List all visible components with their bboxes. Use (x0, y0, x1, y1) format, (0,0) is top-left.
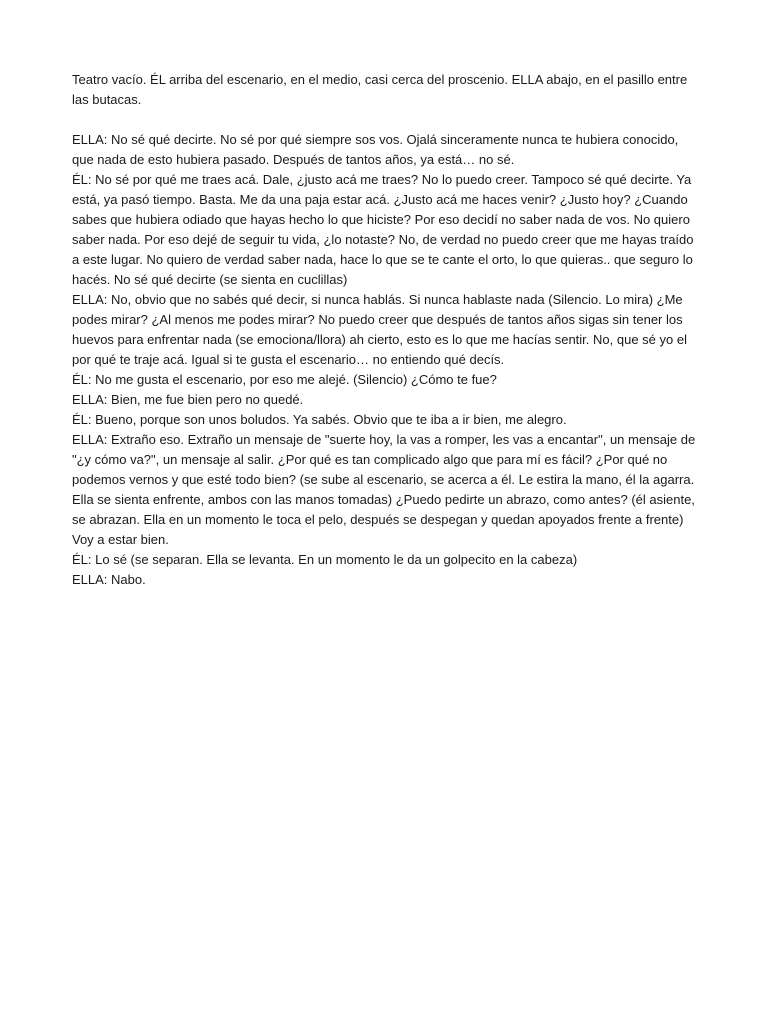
dialogue-line: ELLA: Bien, me fue bien pero no quedé. (72, 392, 304, 407)
dialogue-line: ÉL: No sé por qué me traes acá. Dale, ¿justo acá me traes? No lo puedo creer. Tampoco sé qué decirte. Ya está, ya pasó tiempo. Basta. Me da una paja estar acá. ¿Justo acá me haces venir? ¿Justo hoy? ¿Cuando sabes que hubiera odiado que hayas hecho lo que hiciste? Por eso decidí no saber nada de vos. No quiero saber nada. Por eso dejé de seguir tu vida, ¿lo notaste? No, de verdad no puedo creer que me hayas traído a este lugar. No quiero de verdad saber nada, hace lo que se te cante el orto, lo que quieras.. que seguro lo hacés. No sé qué decirte (se sienta en cuclillas) (72, 172, 694, 287)
stage-direction: Teatro vacío. ÉL arriba del escenario, en el medio, casi cerca del proscenio. ELLA abajo, en el pasillo entre las butacas. (72, 72, 688, 107)
dialogue-line: ELLA: Extraño eso. Extraño un mensaje de "suerte hoy, la vas a romper, les vas a encantar", un mensaje de "¿y cómo va?", un mensaje al salir. ¿Por qué es tan complicado algo que para mí es fácil? ¿Por qué no podemos vernos y que esté todo bien? (se sube al escenario, se acerca a él. Le estira la mano, él la agarra. Ella se sienta enfrente, ambos con las manos tomadas) ¿Puedo pedirte un abrazo, como antes? (él asiente, se abrazan. Ella en un momento le toca el pelo, después se despegan y quedan apoyados frente a frente) Voy a estar bien. (72, 432, 696, 547)
dialogue-line: ELLA: No, obvio que no sabés qué decir, si nunca hablás. Si nunca hablaste nada (Silencio. Lo mira) ¿Me podes mirar? ¿Al menos me podes mirar? No puedo creer que después de tantos años sigas sin tener los huevos para enfrentar nada (se emociona/llora) ah cierto, esto es lo que me hacías sentir. No, que sé yo el por qué te traje acá. Igual si te gusta el escenario… no entiendo qué decís. (72, 292, 687, 367)
dialogue-line: ELLA: No sé qué decirte. No sé por qué siempre sos vos. Ojalá sinceramente nunca te hubiera conocido, que nada de esto hubiera pasado. Después de tantos años, ya está… no sé. (72, 132, 679, 167)
script-text (72, 70, 700, 590)
dialogue-line: ÉL: Lo sé (se separan. Ella se levanta. En un momento le da un golpecito en la cabeza) (72, 552, 578, 567)
dialogue-line: ELLA: Nabo. (72, 572, 146, 587)
dialogue-line: ÉL: Bueno, porque son unos boludos. Ya sabés. Obvio que te iba a ir bien, me alegro. (72, 412, 567, 427)
dialogue-line: ÉL: No me gusta el escenario, por eso me alejé. (Silencio) ¿Cómo te fue? (72, 372, 497, 387)
